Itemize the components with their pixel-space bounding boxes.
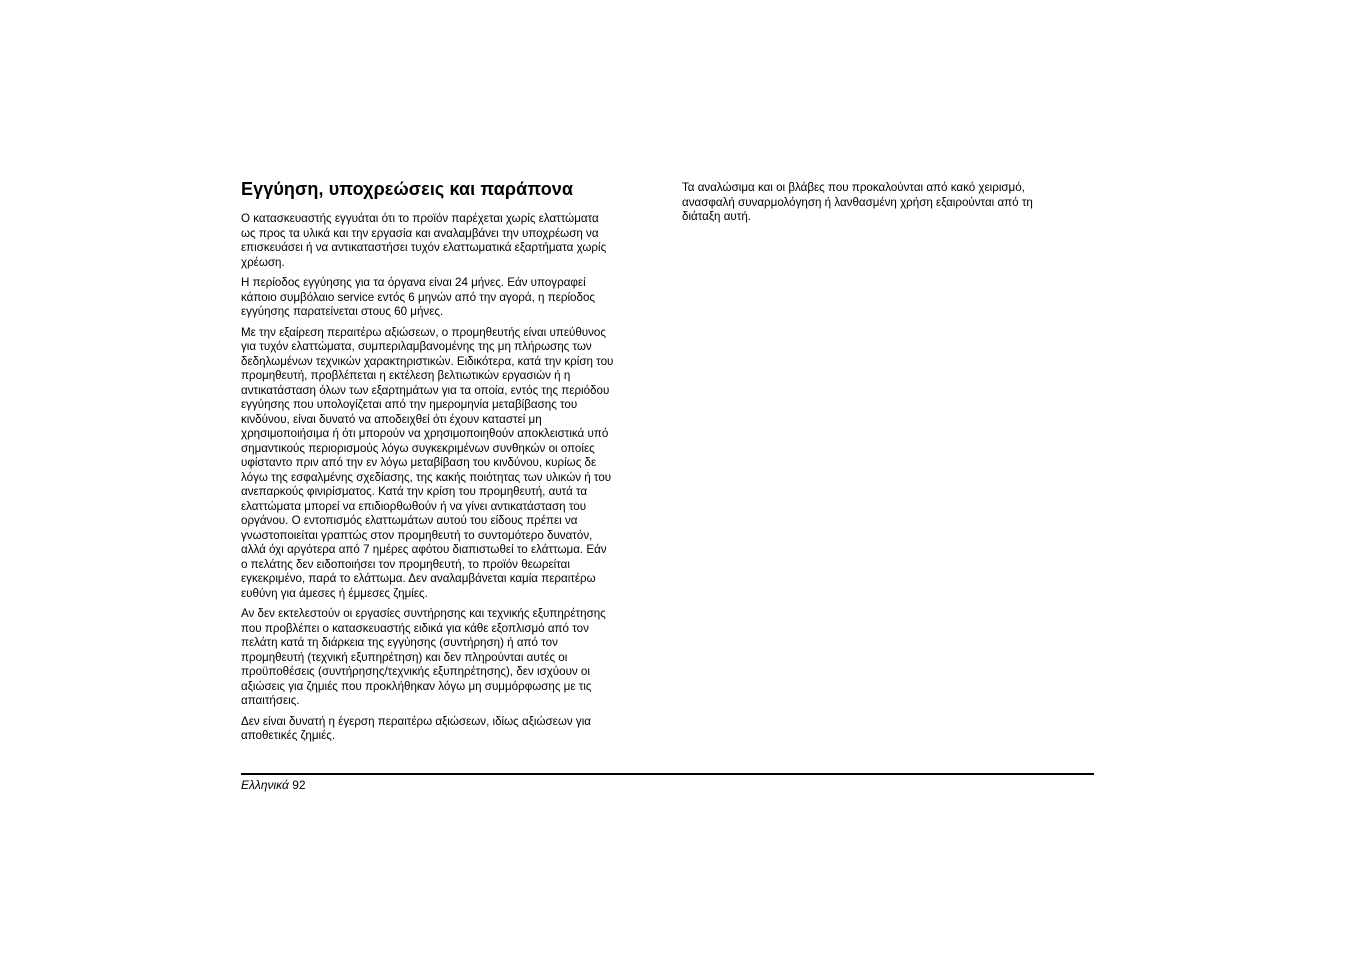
footer-language: Ελληνικά	[241, 778, 289, 792]
paragraph-warranty-statement: Ο κατασκευαστής εγγυάται ότι το προϊόν παρέχεται χωρίς ελαττώματα ως προς τα υλικά και την εργασία και αναλαμβάνει την υποχρέωση να επισκευάσει ή να αντικαταστήσει τυχόν ελαττωματικά εξαρτήματα χωρίς χρέωση.	[241, 212, 607, 269]
footer-divider	[241, 773, 1094, 775]
footer-page-number: 92	[292, 778, 306, 792]
section-heading: Εγγύηση, υποχρεώσεις και παράπονα	[241, 179, 574, 199]
page-footer	[241, 778, 306, 793]
paragraph-supplier-liability: Με την εξαίρεση περαιτέρω αξιώσεων, ο προμηθευτής είναι υπεύθυνος για τυχόν ελαττώματα, συμπεριλαμβανομένης της μη πλήρωσης των δεδηλωμένων τεχνικών χαρακτηριστικών. Ειδικότερα, κατά την κρίση του προμηθευτή, προβλέπεται η εκτέλεση βελτιωτικών εργασιών ή η αντικατάσταση όλων των εξαρτημάτων για τα οποία, εντός της περιόδου εγγύησης που υπολογίζεται από την ημερομηνία μεταβίβασης του κινδύνου, είναι δυνατό να αποδειχθεί ότι έχουν καταστεί μη χρησιμοποιήσιμα ή ότι μπορούν να χρησιμοποιηθούν αποκλειστικά υπό σημαντικούς περιορισμούς λόγω συγκεκριμένων συνθηκών οι οποίες υφίσταντο πριν από την εν λόγω μεταβίβαση του κινδύνου, κυρίως δε λόγω της εσφαλμένης σχεδίασης, της κακής ποιότητας των υλικών ή του ανεπαρκούς φινιρίσματος. Κατά την κρίση του προμηθευτή, αυτά τα ελαττώματα μπορεί να επιδιορθωθούν ή να γίνει αντικατάσταση του οργάνου. Ο εντοπισμός ελαττωμάτων αυτού του είδους πρέπει να γνωστοποιείται γραπτώς στον προμηθευτή το συντομότερο δυνατόν, αλλά όχι αργότερα από 7 ημέρες αφότου διαπιστωθεί το ελάττωμα. Εάν ο πελάτης δεν ειδοποιήσει τον προμηθευτή, το προϊόν θεωρείται εγκεκριμένο, παρά το ελάττωμα. Δεν αναλαμβάνεται καμία περαιτέρω ευθύνη για άμεσες ή έμμεσες ζημίες.	[241, 325, 614, 600]
paragraph-exclusions: Τα αναλώσιμα και οι βλάβες που προκαλούνται από κακό χειρισμό, ανασφαλή συναρμολόγηση ή λανθασμένη χρήση εξαιρούνται από τη διάταξη αυτή.	[682, 181, 1033, 223]
paragraph-further-claims: Δεν είναι δυνατή η έγερση περαιτέρω αξιώσεων, ιδίως αξιώσεων για αποθετικές ζημιές.	[241, 714, 591, 742]
paragraph-warranty-period: Η περίοδος εγγύησης για τα όργανα είναι 24 μήνες. Εάν υπογραφεί κάποιο συμβόλαιο service εντός 6 μηνών από την αγορά, η περίοδος εγγύησης παρατείνεται στους 60 μήνες.	[241, 276, 595, 318]
paragraph-maintenance-conditions: Αν δεν εκτελεστούν οι εργασίες συντήρησης και τεχνικής εξυπηρέτησης που προβλέπει ο κατασκευαστής ειδικά για κάθε εξοπλισμό από τον πελάτη κατά τη διάρκεια της εγγύησης (συντήρηση) ή από τον προμηθευτή (τεχνική εξυπηρέτηση) και δεν πληρούνται αυτές οι προϋποθέσεις (συντήρησης/τεχνικής εξυπηρέτησης), δεν ισχύουν οι αξιώσεις για ζημιές που προκλήθηκαν λόγω μη συμμόρφωσης με τις απαιτήσεις.	[241, 607, 606, 707]
right-column	[682, 181, 1092, 231]
left-column	[241, 178, 653, 750]
